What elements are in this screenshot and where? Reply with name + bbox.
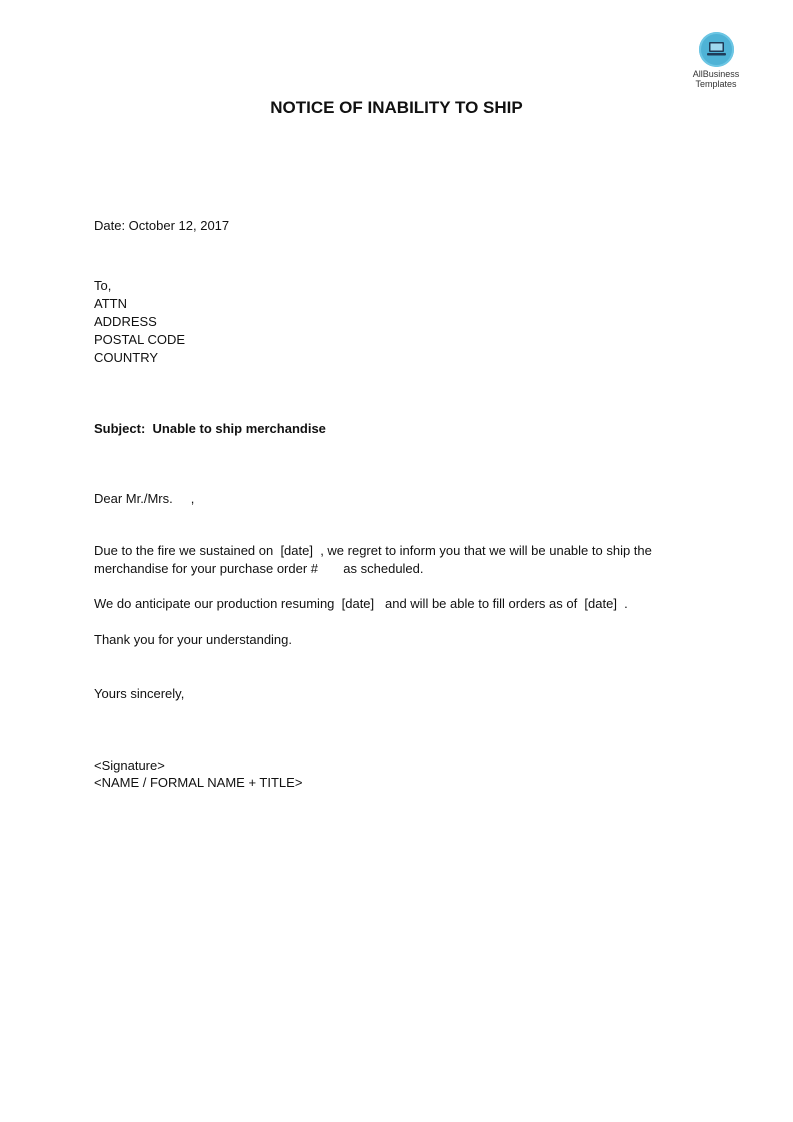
recipient-attn: ATTN (94, 296, 127, 311)
logo-text-line1: AllBusiness (692, 69, 740, 79)
recipient-address: ADDRESS (94, 314, 157, 329)
company-logo (680, 32, 752, 89)
recipient-to: To, (94, 278, 112, 293)
subject-label: Subject: (94, 421, 146, 436)
recipient-postal-code: POSTAL CODE (94, 332, 186, 347)
document-title: NOTICE OF INABILITY TO SHIP (270, 98, 523, 117)
signature-placeholder: <Signature> (94, 758, 165, 773)
salutation: Dear Mr./Mrs. , (94, 491, 195, 506)
date-line: Date: October 12, 2017 (94, 218, 230, 233)
logo-text-line2: Templates (695, 79, 737, 89)
recipient-country: COUNTRY (94, 350, 159, 365)
laptop-icon (699, 32, 734, 67)
body-paragraph-3: Thank you for your understanding. (94, 632, 293, 647)
body-paragraph-1-line-2: merchandise for your purchase order # as scheduled. (94, 561, 424, 576)
subject-line (94, 420, 326, 438)
name-title-placeholder: <NAME / FORMAL NAME + TITLE> (94, 775, 303, 790)
body-paragraph-2: We do anticipate our production resuming [date] and will be able to fill orders as of [date] . (94, 596, 628, 611)
body-paragraph-1-line-1: Due to the fire we sustained on [date] , we regret to inform you that we will be unable to ship the (94, 543, 652, 558)
closing: Yours sincerely, (94, 686, 185, 701)
subject-text: Unable to ship merchandise (152, 421, 326, 436)
